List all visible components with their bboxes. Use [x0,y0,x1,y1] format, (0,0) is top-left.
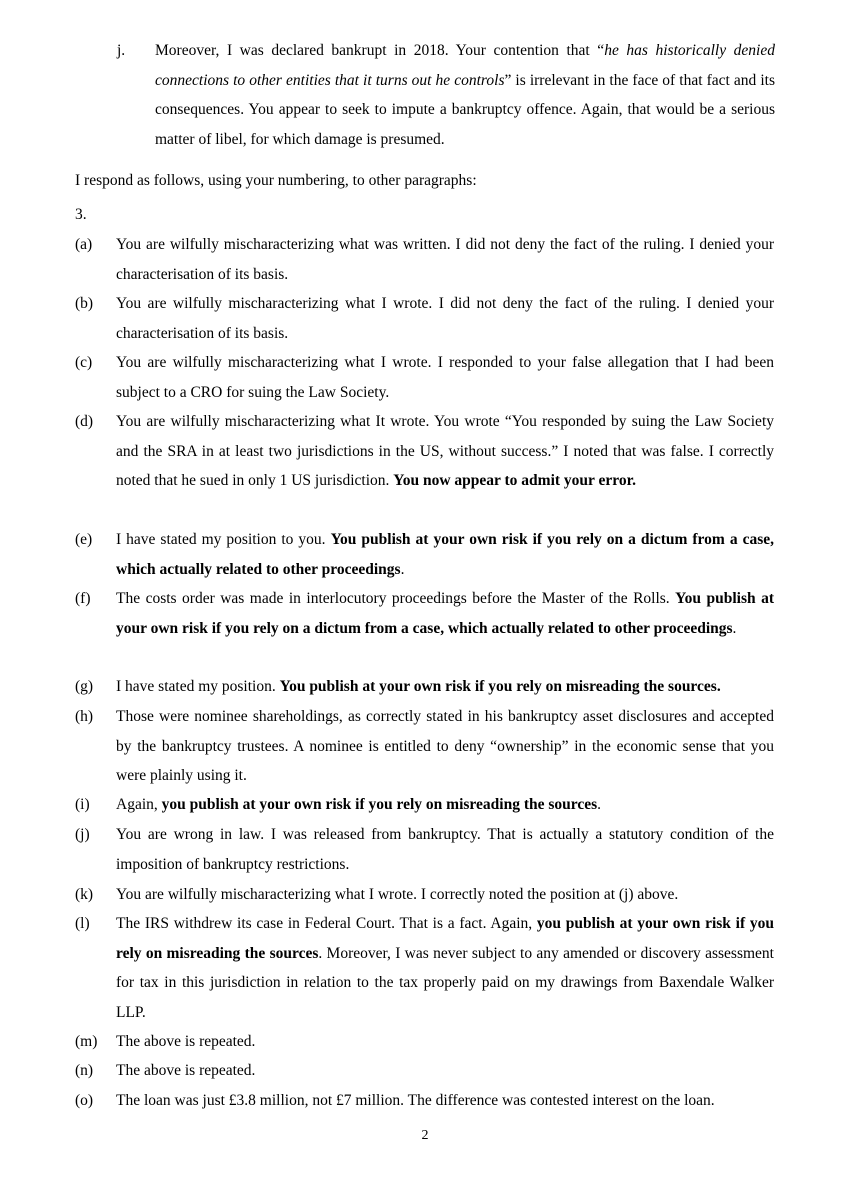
item-a-label: (a) [75,236,93,253]
item-k-text: You are wilfully mischaracterizing what I wrote. I correctly noted the position at (j) above. [116,886,679,903]
item-l-bold: you publish at your own risk if you rely on misreading the sources [116,915,774,962]
item-f-label: (f) [75,590,91,607]
item-g-label: (g) [75,678,94,695]
item-h-text: Those were nominee shareholdings, as correctly stated in his bankruptcy asset disclosures and accepted by the bankruptcy trustees. A nominee is entitled to deny “ownership” in the economic sense that you were plainly using it. [116,708,774,785]
intro-text: I respond as follows, using your numbering, to other paragraphs: [75,172,477,189]
item-g-bold: You publish at your own risk if you rely on misreading the sources. [279,678,721,695]
item-i-text: Again, you publish at your own risk if you rely on misreading the sources. [116,796,602,813]
item-d-label: (d) [75,413,94,430]
item-c-text: You are wilfully mischaracterizing what I wrote. I responded to your false allegation that I had been subject to a CRO for suing the Law Society. [116,354,774,401]
item-e-label: (e) [75,531,93,548]
item-j2-label: (j) [75,826,90,843]
item-d-bold: You now appear to admit your error [393,472,633,490]
section-number: 3. [75,206,87,223]
item-j-label: j. [117,42,126,59]
item-h-label: (h) [75,708,94,725]
item-i-label: (i) [75,796,90,813]
item-j2-text: You are wrong in law. I was released from bankruptcy. That is actually a statutory condition of the imposition of bankruptcy restrictions. [116,826,774,873]
item-e-bold: You publish at your own risk if you rely on a dictum from a case, which actually related to other proceedings [116,531,774,578]
item-m-text: The above is repeated. [116,1033,256,1050]
item-a-text: You are wilfully mischaracterizing what was written. I did not deny the fact of the ruling. I denied your characterisation of its basis. [116,236,774,283]
item-e-text: I have stated my position to you. You publish at your own risk if you rely on a dictum from a case, which actually related to other proceedings. [116,531,774,578]
item-g-text: I have stated my position. You publish at your own risk if you rely on misreading the sources. [116,678,721,695]
item-b-text: You are wilfully mischaracterizing what I wrote. I did not deny the fact of the ruling. I denied your characterisation of its basis. [116,295,774,342]
item-i-bold: you publish at your own risk if you rely on misreading the sources [161,796,598,813]
item-m-label: (m) [75,1033,98,1050]
item-l-label: (l) [75,915,90,932]
item-b-label: (b) [75,295,94,312]
item-f-bold: You publish at your own risk if you rely on a dictum from a case, which actually related to other proceedings [116,590,774,637]
item-o-text: The loan was just £3.8 million, not £7 million. The difference was contested interest on the loan. [116,1092,715,1109]
page-number: 2 [421,1128,429,1143]
item-f-text: The costs order was made in interlocutory proceedings before the Master of the Rolls. You publish at your own risk if you rely on a dictum from a case, which actually related to other proceedings. [116,590,774,637]
item-l-text: The IRS withdrew its case in Federal Court. That is a fact. Again, you publish at your own risk if you rely on misreading the sources. Moreover, I was never subject to any amended or discovery assessment for tax in this jurisdiction in relation to the tax properly paid on my drawings from Baxendale Walker LLP. [116,915,774,1021]
item-j-text: Moreover, I was declared bankrupt in 2018. Your contention that “he has historically denied connections to other entities that it turns out he controls” is irrelevant in the face of that fact and its consequences. You appear to seek to impute a bankruptcy offence. Again, that would be a serious matter of libel, for which damage is presumed. [155,42,775,148]
item-n-text: The above is repeated. [116,1062,256,1079]
item-n-label: (n) [75,1062,94,1079]
item-c-label: (c) [75,354,93,371]
item-d-text: You are wilfully mischaracterizing what It wrote. You wrote “You responded by suing the Law Society and the SRA in at least two jurisdictions in the US, without success.” I noted that was false. I correctly noted that he sued in only 1 US jurisdiction. You now appear to admit your error. [116,413,774,490]
item-o-label: (o) [75,1092,94,1109]
item-k-label: (k) [75,886,94,903]
